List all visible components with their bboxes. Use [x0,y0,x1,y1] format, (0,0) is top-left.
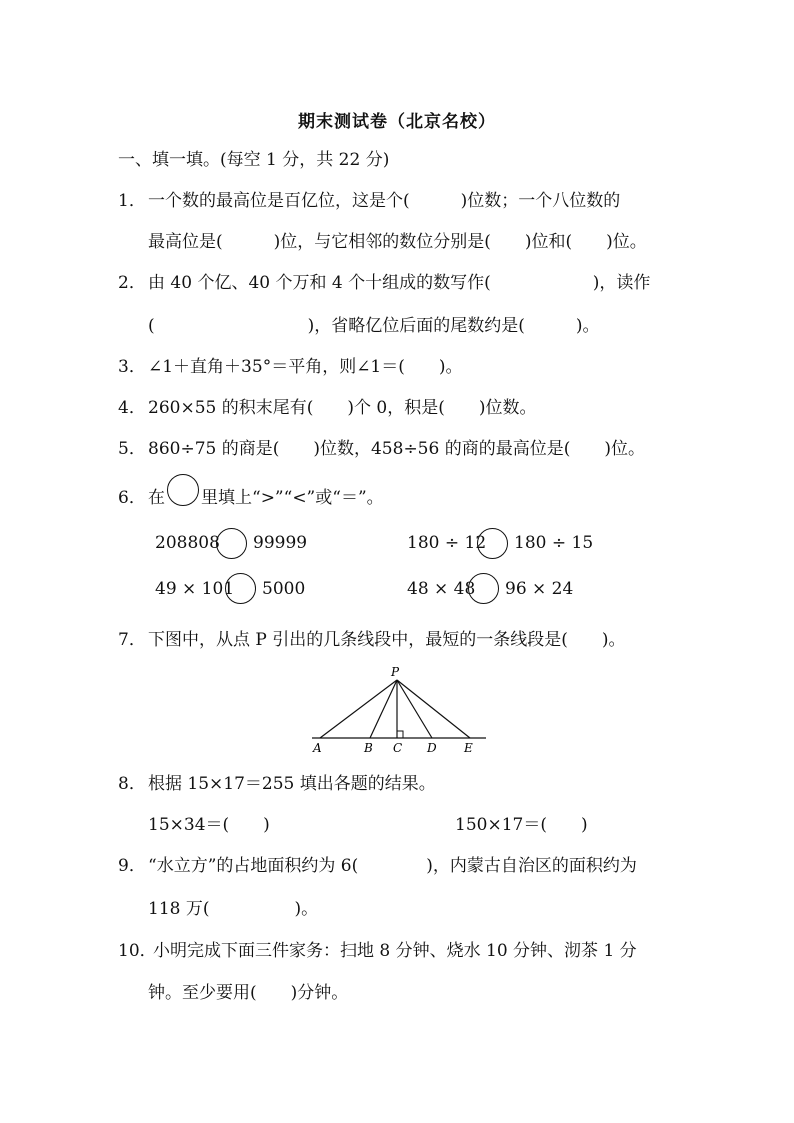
point-label-a: A [313,741,322,755]
question-number: 8． [118,774,146,794]
question-number: 4． [118,398,146,418]
point-label-d: D [427,741,437,755]
compare-right: 96 × 24 [505,579,574,599]
question-text: ∠1＋直角＋35°＝平角，则∠1＝( )。 [148,357,463,377]
line-segments-figure [300,660,500,758]
compare-left: 49 × 101 [155,579,235,599]
question-text: 260×55 的积末尾有( )个 0，积是( )位数。 [148,398,537,418]
point-label-c: C [393,741,403,755]
question-text: 一个数的最高位是百亿位，这是个( )位数；一个八位数的 [148,191,621,211]
compare-left: 180 ÷ 12 [407,533,487,553]
compare-left: 208808 [155,533,220,553]
question-text: 118 万( )。 [148,899,319,919]
question-number: 10． [118,941,157,961]
sub-question: 150×17＝( ) [455,815,588,835]
question-text: 小明完成下面三件家务：扫地 8 分钟、烧水 10 分钟、沏茶 1 分 [153,941,637,961]
compare-circle[interactable] [477,528,508,559]
question-text: ( )，省略亿位后面的尾数约是( )。 [148,316,600,336]
question-text: “水立方”的占地面积约为 6( )，内蒙古自治区的面积约为 [148,856,637,876]
right-angle-mark [397,731,403,738]
point-label-e: E [464,741,473,755]
question-text: 下图中，从点 P 引出的几条线段中，最短的一条线段是( )。 [148,630,626,650]
question-number: 1． [118,191,146,211]
compare-circle[interactable] [225,573,256,604]
compare-circle[interactable] [468,573,499,604]
compare-circle-icon [167,474,199,506]
point-label-b: B [364,741,373,755]
point-label-p: P [391,665,400,679]
question-number: 9． [118,856,146,876]
compare-left: 48 × 48 [407,579,476,599]
question-text: 钟。至少要用( )分钟。 [148,983,349,1003]
compare-right: 5000 [262,579,306,599]
segment-pd [397,680,432,738]
segment-pa [320,680,397,738]
question-text: 860÷75 的商是( )位数，458÷56 的商的最高位是( )位。 [148,439,645,459]
section-heading: 一、填一填。(每空 1 分，共 22 分) [118,150,390,170]
question-text: 由 40 个亿、40 个万和 4 个十组成的数写作( )，读作 [148,273,651,293]
question-number: 3． [118,357,146,377]
question-number: 2． [118,273,146,293]
question-text: 根据 15×17＝255 填出各题的结果。 [148,774,436,794]
question-text: 最高位是( )位，与它相邻的数位分别是( )位和( )位。 [148,232,647,252]
compare-right: 99999 [253,533,308,553]
page-title: 期末测试卷（北京名校） [298,112,496,132]
compare-circle[interactable] [216,528,247,559]
question-number: 6． [118,488,146,508]
question-text: 里填上“>”“<”或“＝”。 [201,488,384,508]
sub-question: 15×34＝( ) [148,815,270,835]
question-number: 5． [118,439,146,459]
compare-right: 180 ÷ 15 [514,533,594,553]
question-number: 7． [118,630,146,650]
segment-pb [370,680,397,738]
segment-pe [397,680,470,738]
question-text: 在 [148,488,165,508]
